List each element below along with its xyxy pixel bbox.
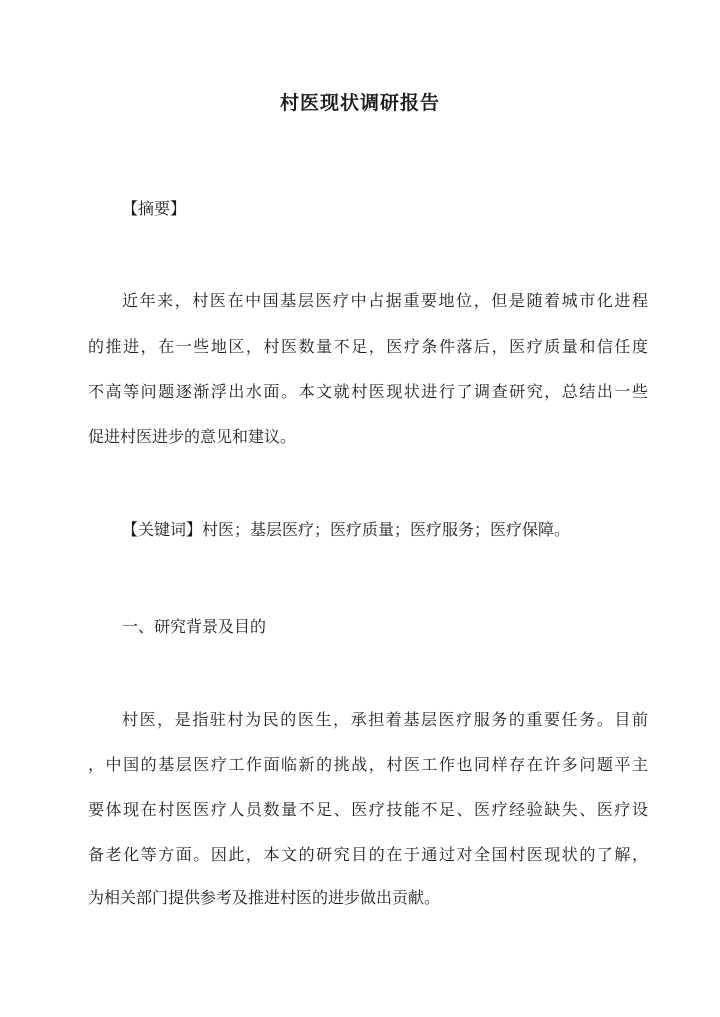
keywords-line: 【关键词】村医；基层医疗；医疗质量；医疗服务；医疗保障。 [122, 520, 571, 539]
section-line: 备老化等方面。因此，本文的研究目的在于通过对全国村医现状的了解， [88, 845, 648, 864]
abstract-line: 促进村医进步的意见和建议。 [88, 427, 297, 446]
section-line: 村医，是指驻村为民的医生，承担着基层医疗服务的重要任务。目前 [122, 710, 648, 729]
section-line: 要体现在村医医疗人员数量不足、医疗技能不足、医疗经验缺失、医疗设 [88, 800, 648, 819]
abstract-line: 的推进，在一些地区，村医数量不足，医疗条件落后，医疗质量和信任度 [88, 337, 648, 356]
abstract-line: 近年来，村医在中国基层医疗中占据重要地位，但是随着城市化进程 [122, 291, 648, 310]
section-line: 为相关部门提供参考及推进村医的进步做出贡献。 [88, 888, 441, 907]
abstract-line: 不高等问题逐渐浮出水面。本文就村医现状进行了调查研究，总结出一些 [88, 382, 648, 401]
section-line: ，中国的基层医疗工作面临新的挑战，村医工作也同样存在许多问题平主 [88, 755, 648, 774]
section-heading: 一、研究背景及目的 [122, 617, 267, 636]
document-title: 村医现状调研报告 [279, 92, 440, 114]
abstract-heading: 【摘要】 [122, 199, 187, 218]
